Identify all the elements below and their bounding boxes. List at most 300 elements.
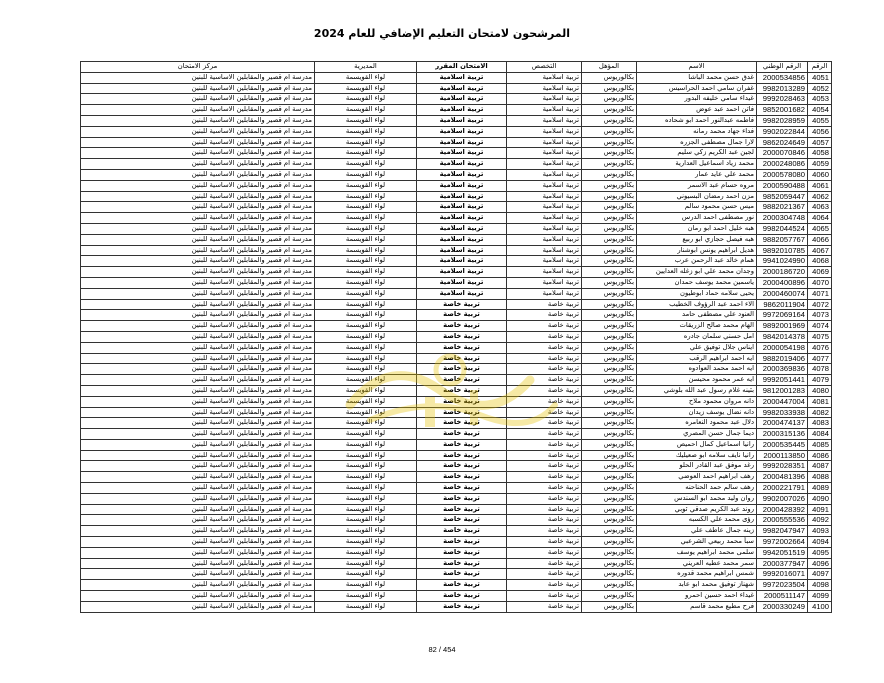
- cell-national-id: 9982028959: [757, 115, 808, 126]
- cell-exam: تربية خاصة: [417, 342, 507, 353]
- cell-exam: تربية اسلامية: [417, 267, 507, 278]
- cell-specialization: تربية اسلامية: [507, 223, 582, 234]
- cell-qualification: بكالوريوس: [582, 493, 637, 504]
- cell-row-number: 4094: [808, 537, 832, 548]
- cell-exam-center: مدرسة ام قصير والمقابلين الاساسية للبنين: [81, 94, 315, 105]
- cell-name: ميس حسن محمود سالم: [637, 202, 757, 213]
- cell-qualification: بكالوريوس: [582, 364, 637, 375]
- cell-national-id: 9982044524: [757, 223, 808, 234]
- cell-directorate: لواء القويسمة: [315, 299, 417, 310]
- cell-exam-center: مدرسة ام قصير والمقابلين الاساسية للبنين: [81, 450, 315, 461]
- cell-name: سبأ محمد ربيعي الشرعبي: [637, 537, 757, 548]
- cell-row-number: 4081: [808, 396, 832, 407]
- cell-exam-center: مدرسة ام قصير والمقابلين الاساسية للبنين: [81, 591, 315, 602]
- cell-specialization: تربية اسلامية: [507, 159, 582, 170]
- cell-exam-center: مدرسة ام قصير والمقابلين الاساسية للبنين: [81, 223, 315, 234]
- cell-national-id: 2000555536: [757, 515, 808, 526]
- cell-name: شمس ابراهيم محمد قدوره: [637, 569, 757, 580]
- cell-exam: تربية خاصة: [417, 407, 507, 418]
- cell-specialization: تربية خاصة: [507, 331, 582, 342]
- cell-directorate: لواء القويسمة: [315, 504, 417, 515]
- cell-specialization: تربية خاصة: [507, 429, 582, 440]
- cell-exam: تربية اسلامية: [417, 72, 507, 83]
- cell-exam-center: مدرسة ام قصير والمقابلين الاساسية للبنين: [81, 580, 315, 591]
- table-row: [81, 256, 832, 267]
- cell-qualification: بكالوريوس: [582, 526, 637, 537]
- table-header: [81, 62, 832, 73]
- cell-national-id: 2000113850: [757, 450, 808, 461]
- table-row: [81, 202, 832, 213]
- cell-qualification: بكالوريوس: [582, 288, 637, 299]
- table-row: [81, 169, 832, 180]
- cell-qualification: بكالوريوس: [582, 515, 637, 526]
- cell-national-id: 2000248086: [757, 159, 808, 170]
- cell-exam-center: مدرسة ام قصير والمقابلين الاساسية للبنين: [81, 83, 315, 94]
- cell-exam: تربية اسلامية: [417, 115, 507, 126]
- cell-qualification: بكالوريوس: [582, 299, 637, 310]
- cell-exam-center: مدرسة ام قصير والمقابلين الاساسية للبنين: [81, 137, 315, 148]
- cell-qualification: بكالوريوس: [582, 245, 637, 256]
- table-row: [81, 547, 832, 558]
- cell-row-number: 4065: [808, 223, 832, 234]
- cell-directorate: لواء القويسمة: [315, 169, 417, 180]
- cell-row-number: 4057: [808, 137, 832, 148]
- cell-row-number: 4060: [808, 169, 832, 180]
- cell-name: رهف ابراهيم احمد العوضي: [637, 472, 757, 483]
- cell-exam-center: مدرسة ام قصير والمقابلين الاساسية للبنين: [81, 169, 315, 180]
- cell-exam: تربية اسلامية: [417, 94, 507, 105]
- cell-row-number: 4051: [808, 72, 832, 83]
- cell-exam-center: مدرسة ام قصير والمقابلين الاساسية للبنين: [81, 148, 315, 159]
- cell-exam-center: مدرسة ام قصير والمقابلين الاساسية للبنين: [81, 331, 315, 342]
- cell-qualification: بكالوريوس: [582, 115, 637, 126]
- table-row: [81, 461, 832, 472]
- cell-qualification: بكالوريوس: [582, 591, 637, 602]
- cell-name: رانيا نايف سلامه ابو صعيليك: [637, 450, 757, 461]
- header-specialization: التخصص: [507, 62, 582, 73]
- cell-exam: تربية اسلامية: [417, 223, 507, 234]
- table-row: [81, 342, 832, 353]
- cell-row-number: 4078: [808, 364, 832, 375]
- table-row: [81, 601, 832, 612]
- table-row: [81, 558, 832, 569]
- cell-national-id: 9892001969: [757, 321, 808, 332]
- cell-exam: تربية خاصة: [417, 537, 507, 548]
- cell-exam: تربية خاصة: [417, 299, 507, 310]
- cell-exam: تربية خاصة: [417, 321, 507, 332]
- cell-exam: تربية اسلامية: [417, 159, 507, 170]
- cell-specialization: تربية اسلامية: [507, 245, 582, 256]
- cell-specialization: تربية اسلامية: [507, 234, 582, 245]
- cell-specialization: تربية اسلامية: [507, 267, 582, 278]
- cell-qualification: بكالوريوس: [582, 429, 637, 440]
- cell-name: فداء جهاد محمد رمانه: [637, 126, 757, 137]
- cell-specialization: تربية خاصة: [507, 591, 582, 602]
- cell-exam: تربية خاصة: [417, 558, 507, 569]
- cell-exam-center: مدرسة ام قصير والمقابلين الاساسية للبنين: [81, 429, 315, 440]
- cell-row-number: 4061: [808, 180, 832, 191]
- cell-qualification: بكالوريوس: [582, 277, 637, 288]
- cell-national-id: 9992051441: [757, 375, 808, 386]
- cell-name: غفران سامي احمد الحراسيس: [637, 83, 757, 94]
- cell-exam: تربية خاصة: [417, 310, 507, 321]
- cell-row-number: 4054: [808, 105, 832, 116]
- cell-name: دانه نضال يوسف زيدان: [637, 407, 757, 418]
- cell-directorate: لواء القويسمة: [315, 202, 417, 213]
- cell-directorate: لواء القويسمة: [315, 439, 417, 450]
- table-row: [81, 569, 832, 580]
- cell-national-id: 2000590488: [757, 180, 808, 191]
- cell-specialization: تربية اسلامية: [507, 191, 582, 202]
- cell-directorate: لواء القويسمة: [315, 591, 417, 602]
- cell-directorate: لواء القويسمة: [315, 72, 417, 83]
- cell-national-id: 9972002664: [757, 537, 808, 548]
- cell-exam-center: مدرسة ام قصير والمقابلين الاساسية للبنين: [81, 396, 315, 407]
- cell-specialization: تربية خاصة: [507, 547, 582, 558]
- cell-national-id: 9992028351: [757, 461, 808, 472]
- cell-directorate: لواء القويسمة: [315, 547, 417, 558]
- cell-specialization: تربية خاصة: [507, 342, 582, 353]
- cell-directorate: لواء القويسمة: [315, 310, 417, 321]
- cell-national-id: 2000315136: [757, 429, 808, 440]
- cell-qualification: بكالوريوس: [582, 483, 637, 494]
- cell-exam: تربية اسلامية: [417, 83, 507, 94]
- cell-directorate: لواء القويسمة: [315, 321, 417, 332]
- cell-name: محمد زياد اسماعيل العدارية: [637, 159, 757, 170]
- cell-exam: تربية اسلامية: [417, 169, 507, 180]
- table-row: [81, 396, 832, 407]
- table-row: [81, 245, 832, 256]
- cell-national-id: 2000511147: [757, 591, 808, 602]
- cell-name: همام خالد عبد الرحمن عرب: [637, 256, 757, 267]
- cell-specialization: تربية اسلامية: [507, 169, 582, 180]
- cell-exam-center: مدرسة ام قصير والمقابلين الاساسية للبنين: [81, 180, 315, 191]
- cell-qualification: بكالوريوس: [582, 504, 637, 515]
- page-number: 82 / 454: [428, 645, 456, 654]
- cell-directorate: لواء القويسمة: [315, 526, 417, 537]
- cell-qualification: بكالوريوس: [582, 267, 637, 278]
- cell-qualification: بكالوريوس: [582, 202, 637, 213]
- cell-national-id: 2000400896: [757, 277, 808, 288]
- cell-exam: تربية خاصة: [417, 591, 507, 602]
- cell-qualification: بكالوريوس: [582, 223, 637, 234]
- cell-qualification: بكالوريوس: [582, 342, 637, 353]
- table-row: [81, 234, 832, 245]
- table-row: [81, 537, 832, 548]
- cell-exam: تربية خاصة: [417, 504, 507, 515]
- cell-qualification: بكالوريوس: [582, 94, 637, 105]
- cell-specialization: تربية خاصة: [507, 396, 582, 407]
- cell-qualification: بكالوريوس: [582, 439, 637, 450]
- cell-national-id: 9842014378: [757, 331, 808, 342]
- cell-specialization: تربية اسلامية: [507, 72, 582, 83]
- cell-directorate: لواء القويسمة: [315, 396, 417, 407]
- cell-row-number: 4095: [808, 547, 832, 558]
- cell-national-id: 2000535445: [757, 439, 808, 450]
- cell-qualification: بكالوريوس: [582, 450, 637, 461]
- table-row: [81, 364, 832, 375]
- cell-row-number: 4096: [808, 558, 832, 569]
- cell-specialization: تربية خاصة: [507, 580, 582, 591]
- table-row: [81, 83, 832, 94]
- cell-exam: تربية خاصة: [417, 472, 507, 483]
- cell-row-number: 4079: [808, 375, 832, 386]
- cell-name: ايناس جلال توفيق علي: [637, 342, 757, 353]
- cell-national-id: 2000304748: [757, 213, 808, 224]
- header-row: [81, 62, 832, 73]
- table-row: [81, 115, 832, 126]
- cell-national-id: 9892010785: [757, 245, 808, 256]
- table-row: [81, 515, 832, 526]
- table-row: [81, 159, 832, 170]
- cell-directorate: لواء القويسمة: [315, 418, 417, 429]
- cell-national-id: 2000054198: [757, 342, 808, 353]
- cell-name: ايه احمد محمد العوادوه: [637, 364, 757, 375]
- cell-row-number: 4089: [808, 483, 832, 494]
- cell-name: روند عبد الكريم صدقي ثوبي: [637, 504, 757, 515]
- cell-name: الاء احمد عبد الرؤوف الخطيب: [637, 299, 757, 310]
- cell-exam: تربية خاصة: [417, 375, 507, 386]
- cell-name: ياسمين محمد يوسف حمدان: [637, 277, 757, 288]
- cell-name: وجدان محمد علي ابو زغله العدايين: [637, 267, 757, 278]
- cell-qualification: بكالوريوس: [582, 169, 637, 180]
- cell-row-number: 4098: [808, 580, 832, 591]
- cell-row-number: 4097: [808, 569, 832, 580]
- cell-directorate: لواء القويسمة: [315, 288, 417, 299]
- cell-national-id: 2000330249: [757, 601, 808, 612]
- cell-specialization: تربية خاصة: [507, 515, 582, 526]
- cell-exam-center: مدرسة ام قصير والمقابلين الاساسية للبنين: [81, 375, 315, 386]
- cell-exam: تربية اسلامية: [417, 180, 507, 191]
- cell-exam: تربية خاصة: [417, 493, 507, 504]
- cell-exam-center: مدرسة ام قصير والمقابلين الاساسية للبنين: [81, 126, 315, 137]
- table-row: [81, 299, 832, 310]
- cell-directorate: لواء القويسمة: [315, 94, 417, 105]
- cell-exam-center: مدرسة ام قصير والمقابلين الاساسية للبنين: [81, 256, 315, 267]
- cell-exam: تربية خاصة: [417, 418, 507, 429]
- cell-name: بثينه غلام رسول عبد الله بلوشي: [637, 385, 757, 396]
- cell-exam-center: مدرسة ام قصير والمقابلين الاساسية للبنين: [81, 191, 315, 202]
- cell-directorate: لواء القويسمة: [315, 234, 417, 245]
- cell-directorate: لواء القويسمة: [315, 601, 417, 612]
- cell-row-number: 4062: [808, 191, 832, 202]
- cell-exam-center: مدرسة ام قصير والمقابلين الاساسية للبنين: [81, 439, 315, 450]
- cell-name: مزن احمد رمضان البسيوني: [637, 191, 757, 202]
- cell-exam-center: مدرسة ام قصير والمقابلين الاساسية للبنين: [81, 364, 315, 375]
- cell-row-number: 4071: [808, 288, 832, 299]
- cell-directorate: لواء القويسمة: [315, 429, 417, 440]
- cell-national-id: 9972069164: [757, 310, 808, 321]
- cell-exam-center: مدرسة ام قصير والمقابلين الاساسية للبنين: [81, 288, 315, 299]
- cell-directorate: لواء القويسمة: [315, 580, 417, 591]
- cell-name: امل حسني سلمان جادره: [637, 331, 757, 342]
- cell-qualification: بكالوريوس: [582, 331, 637, 342]
- table-row: [81, 472, 832, 483]
- cell-exam-center: مدرسة ام قصير والمقابلين الاساسية للبنين: [81, 504, 315, 515]
- cell-qualification: بكالوريوس: [582, 580, 637, 591]
- cell-exam-center: مدرسة ام قصير والمقابلين الاساسية للبنين: [81, 483, 315, 494]
- cell-exam-center: مدرسة ام قصير والمقابلين الاساسية للبنين: [81, 310, 315, 321]
- table-row: [81, 385, 832, 396]
- header-exam: الامتحان المقرر: [417, 62, 507, 73]
- cell-qualification: بكالوريوس: [582, 558, 637, 569]
- cell-name: الهام محمد صالح الزريقات: [637, 321, 757, 332]
- cell-directorate: لواء القويسمة: [315, 353, 417, 364]
- cell-specialization: تربية اسلامية: [507, 137, 582, 148]
- cell-exam-center: مدرسة ام قصير والمقابلين الاساسية للبنين: [81, 213, 315, 224]
- cell-name: محمد علي عايد عمار: [637, 169, 757, 180]
- cell-directorate: لواء القويسمة: [315, 137, 417, 148]
- table-body: [81, 72, 832, 612]
- cell-name: دلال عبد محمود النعامره: [637, 418, 757, 429]
- cell-exam-center: مدرسة ام قصير والمقابلين الاساسية للبنين: [81, 115, 315, 126]
- cell-qualification: بكالوريوس: [582, 72, 637, 83]
- cell-row-number: 4080: [808, 385, 832, 396]
- cell-qualification: بكالوريوس: [582, 137, 637, 148]
- cell-row-number: 4093: [808, 526, 832, 537]
- cell-national-id: 9862024649: [757, 137, 808, 148]
- cell-national-id: 9972023504: [757, 580, 808, 591]
- cell-specialization: تربية خاصة: [507, 483, 582, 494]
- cell-exam-center: مدرسة ام قصير والمقابلين الاساسية للبنين: [81, 267, 315, 278]
- cell-qualification: بكالوريوس: [582, 83, 637, 94]
- cell-national-id: 9902022844: [757, 126, 808, 137]
- cell-national-id: 9992028463: [757, 94, 808, 105]
- cell-exam: تربية خاصة: [417, 526, 507, 537]
- cell-specialization: تربية خاصة: [507, 364, 582, 375]
- cell-national-id: 2000221791: [757, 483, 808, 494]
- cell-exam: تربية اسلامية: [417, 191, 507, 202]
- header-directorate: المديرية: [315, 62, 417, 73]
- cell-exam: تربية خاصة: [417, 569, 507, 580]
- cell-row-number: 4083: [808, 418, 832, 429]
- table-row: [81, 72, 832, 83]
- cell-national-id: 9812001283: [757, 385, 808, 396]
- cell-national-id: 9982047947: [757, 526, 808, 537]
- cell-specialization: تربية خاصة: [507, 439, 582, 450]
- cell-exam-center: مدرسة ام قصير والمقابلين الاساسية للبنين: [81, 245, 315, 256]
- cell-directorate: لواء القويسمة: [315, 256, 417, 267]
- cell-exam-center: مدرسة ام قصير والمقابلين الاساسية للبنين: [81, 493, 315, 504]
- cell-exam-center: مدرسة ام قصير والمقابلين الاساسية للبنين: [81, 342, 315, 353]
- header-exam-center: مركز الامتحان: [81, 62, 315, 73]
- table-row: [81, 137, 832, 148]
- cell-national-id: 2000070846: [757, 148, 808, 159]
- cell-specialization: تربية خاصة: [507, 569, 582, 580]
- cell-specialization: تربية اسلامية: [507, 256, 582, 267]
- cell-exam-center: مدرسة ام قصير والمقابلين الاساسية للبنين: [81, 72, 315, 83]
- cell-exam: تربية خاصة: [417, 439, 507, 450]
- cell-exam: تربية خاصة: [417, 396, 507, 407]
- table-row: [81, 439, 832, 450]
- cell-qualification: بكالوريوس: [582, 547, 637, 558]
- cell-national-id: 9902007026: [757, 493, 808, 504]
- cell-exam: تربية خاصة: [417, 483, 507, 494]
- cell-row-number: 4059: [808, 159, 832, 170]
- cell-name: هبه فيصل حجازي ابو ربيع: [637, 234, 757, 245]
- cell-qualification: بكالوريوس: [582, 310, 637, 321]
- cell-name: زينه جمال عاطف علي: [637, 526, 757, 537]
- cell-exam-center: مدرسة ام قصير والمقابلين الاساسية للبنين: [81, 472, 315, 483]
- cell-exam: تربية اسلامية: [417, 234, 507, 245]
- cell-qualification: بكالوريوس: [582, 180, 637, 191]
- cell-specialization: تربية اسلامية: [507, 105, 582, 116]
- candidates-table: [80, 61, 832, 613]
- cell-qualification: بكالوريوس: [582, 126, 637, 137]
- cell-exam: تربية خاصة: [417, 429, 507, 440]
- cell-exam: تربية خاصة: [417, 580, 507, 591]
- cell-row-number: 4056: [808, 126, 832, 137]
- cell-directorate: لواء القويسمة: [315, 245, 417, 256]
- page-title: المرشحون لامتحان التعليم الإضافي للعام 2024: [313, 27, 571, 40]
- cell-national-id: 2000186720: [757, 267, 808, 278]
- cell-national-id: 2000460074: [757, 288, 808, 299]
- cell-row-number: 4072: [808, 299, 832, 310]
- cell-qualification: بكالوريوس: [582, 385, 637, 396]
- cell-national-id: 2000377947: [757, 558, 808, 569]
- cell-exam: تربية اسلامية: [417, 213, 507, 224]
- cell-exam: تربية خاصة: [417, 331, 507, 342]
- cell-row-number: 4055: [808, 115, 832, 126]
- cell-exam: تربية خاصة: [417, 385, 507, 396]
- cell-qualification: بكالوريوس: [582, 407, 637, 418]
- cell-directorate: لواء القويسمة: [315, 385, 417, 396]
- cell-exam-center: مدرسة ام قصير والمقابلين الاساسية للبنين: [81, 558, 315, 569]
- cell-exam: تربية خاصة: [417, 515, 507, 526]
- table-row: [81, 591, 832, 602]
- cell-exam-center: مدرسة ام قصير والمقابلين الاساسية للبنين: [81, 601, 315, 612]
- cell-national-id: 9862011904: [757, 299, 808, 310]
- cell-name: رهف سالم حمد الحناحنه: [637, 483, 757, 494]
- cell-exam-center: مدرسة ام قصير والمقابلين الاساسية للبنين: [81, 418, 315, 429]
- cell-qualification: بكالوريوس: [582, 537, 637, 548]
- cell-qualification: بكالوريوس: [582, 213, 637, 224]
- cell-specialization: تربية اسلامية: [507, 277, 582, 288]
- cell-row-number: 4085: [808, 439, 832, 450]
- cell-specialization: تربية خاصة: [507, 537, 582, 548]
- cell-name: رؤى محمد علي الكسبه: [637, 515, 757, 526]
- cell-name: روان وليد محمد ابو السندس: [637, 493, 757, 504]
- cell-qualification: بكالوريوس: [582, 148, 637, 159]
- cell-exam: تربية اسلامية: [417, 105, 507, 116]
- cell-qualification: بكالوريوس: [582, 375, 637, 386]
- cell-directorate: لواء القويسمة: [315, 558, 417, 569]
- cell-row-number: 4070: [808, 277, 832, 288]
- cell-specialization: تربية اسلامية: [507, 213, 582, 224]
- cell-exam: تربية خاصة: [417, 601, 507, 612]
- cell-exam: تربية اسلامية: [417, 256, 507, 267]
- cell-directorate: لواء القويسمة: [315, 277, 417, 288]
- cell-name: ايه عمر محمود محيسن: [637, 375, 757, 386]
- table-row: [81, 288, 832, 299]
- cell-exam: تربية اسلامية: [417, 137, 507, 148]
- cell-specialization: تربية اسلامية: [507, 83, 582, 94]
- cell-national-id: 2000369836: [757, 364, 808, 375]
- table-row: [81, 353, 832, 364]
- cell-directorate: لواء القويسمة: [315, 493, 417, 504]
- cell-row-number: 4052: [808, 83, 832, 94]
- cell-directorate: لواء القويسمة: [315, 159, 417, 170]
- cell-exam: تربية اسلامية: [417, 202, 507, 213]
- cell-directorate: لواء القويسمة: [315, 461, 417, 472]
- cell-directorate: لواء القويسمة: [315, 213, 417, 224]
- cell-exam-center: مدرسة ام قصير والمقابلين الاساسية للبنين: [81, 299, 315, 310]
- cell-exam-center: مدرسة ام قصير والمقابلين الاساسية للبنين: [81, 461, 315, 472]
- cell-specialization: تربية اسلامية: [507, 288, 582, 299]
- cell-directorate: لواء القويسمة: [315, 407, 417, 418]
- cell-name: دانه مروان محمود ملاح: [637, 396, 757, 407]
- cell-row-number: 4077: [808, 353, 832, 364]
